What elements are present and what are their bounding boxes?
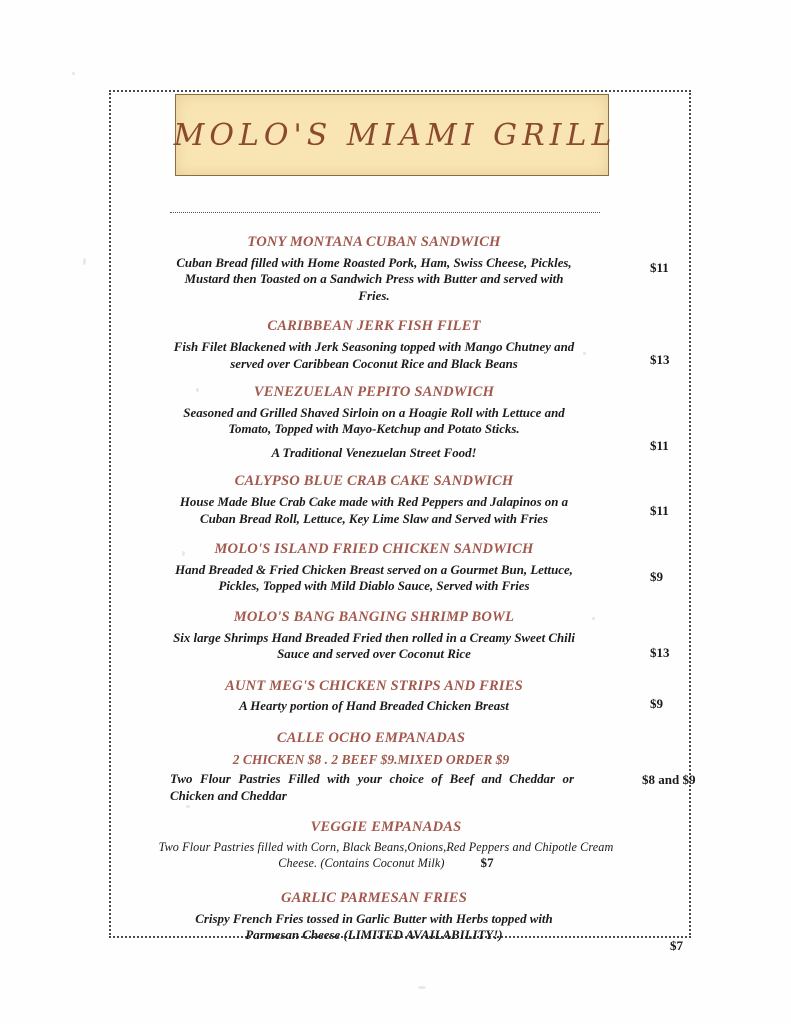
item-description [138, 840, 634, 872]
menu-item[interactable] [110, 316, 690, 372]
item-name: MOLO'S BANG BANGING SHRIMP BOWL [233, 608, 515, 625]
item-name: CARIBBEAN JERK FISH FILET [267, 318, 481, 335]
item-description: House Made Blue Crab Cake made with Red Peppers and Jalapinos on a Cuban Bread Roll, Lettuce, Key Lime Slaw and Served with Fries [179, 495, 569, 526]
item-price: $9 [650, 695, 663, 711]
item-tagline: A Traditional Venezuelan Street Food! [271, 445, 477, 460]
item-description: Six large Shrimps Hand Breaded Fried then rolled in a Creamy Sweet Chili Sauce and served over Coconut Rice [173, 630, 575, 662]
item-name: GARLIC PARMESAN FRIES [280, 890, 468, 906]
item-description: A Hearty portion of Hand Breaded Chicken Breast [239, 699, 509, 714]
item-price: $7 [670, 938, 683, 953]
item-price: $11 [650, 503, 669, 519]
item-description: Fish Filet Blackened with Jerk Seasoning topped with Mango Chutney and served over Caribbean Coconut Rice and Black Beans [173, 340, 575, 371]
menu-item[interactable] [110, 728, 696, 804]
menu-item-list [110, 232, 696, 953]
item-description: Seasoned and Grilled Shaved Sirloin on a Hoagie Roll with Lettuce and Tomato, Topped with Mayo-Ketchup and Potato Sticks. [183, 405, 565, 437]
menu-item[interactable] [110, 539, 690, 595]
item-price: $9 [650, 568, 663, 584]
menu-item[interactable] [110, 382, 690, 461]
item-price: $8 and $9 [642, 771, 696, 787]
menu-item[interactable] [110, 888, 690, 953]
item-description: Two Flour Pastries Filled with your choice of Beef and Cheddar or Chicken and Cheddar [170, 771, 574, 803]
item-name: TONY MONTANA CUBAN SANDWICH [247, 234, 501, 250]
item-name: MOLO'S ISLAND FRIED CHICKEN SANDWICH [214, 541, 534, 558]
item-description: Cuban Bread filled with Home Roasted Pork, Ham, Swiss Cheese, Pickles, Mustard then Toasted on a Sandwich Press with Butter and served with Fries. [176, 255, 572, 303]
restaurant-title-banner [173, 94, 617, 176]
menu-item[interactable] [110, 817, 690, 872]
scan-speckle [72, 72, 75, 75]
menu-item[interactable] [110, 471, 690, 527]
header-divider [170, 212, 600, 213]
item-name: CALLE OCHO EMPANADAS [276, 729, 466, 746]
item-name: AUNT MEG'S CHICKEN STRIPS AND FRIES [225, 677, 523, 694]
item-price: $11 [650, 260, 669, 276]
item-name: VEGGIE EMPANADAS [310, 819, 462, 836]
item-name: VENEZUELAN PEPITO SANDWICH [253, 384, 495, 401]
item-price: $13 [650, 352, 670, 368]
item-description: Crispy French Fries tossed in Garlic Butter with Herbs topped with Parmesan Cheese (LIMITED AVAILABILITY!) [195, 911, 553, 943]
item-subtitle: 2 CHICKEN $8 . 2 BEEF $9.MIXED ORDER $9 [232, 751, 510, 767]
item-price: $13 [650, 644, 670, 660]
menu-item[interactable] [110, 232, 690, 304]
menu-item[interactable] [110, 607, 690, 663]
menu-item[interactable] [110, 676, 690, 715]
item-description: Hand Breaded & Fried Chicken Breast served on a Gourmet Bun, Lettuce, Pickles, Topped with Mild Diablo Sauce, Served with Fries [175, 562, 573, 594]
item-price: $11 [650, 438, 669, 454]
scan-speckle [83, 258, 86, 265]
scan-speckle [418, 986, 426, 989]
page-title: MOLO'S MIAMI GRILL [173, 117, 617, 153]
item-name: CALYPSO BLUE CRAB CAKE SANDWICH [234, 473, 514, 490]
item-description-text: Two Flour Pastries filled with Corn, Black Beans,Onions,Red Peppers and Chipotle Cream Cheese. (Contains Coconut Milk) [158, 839, 614, 871]
item-price: $7 [480, 855, 494, 871]
